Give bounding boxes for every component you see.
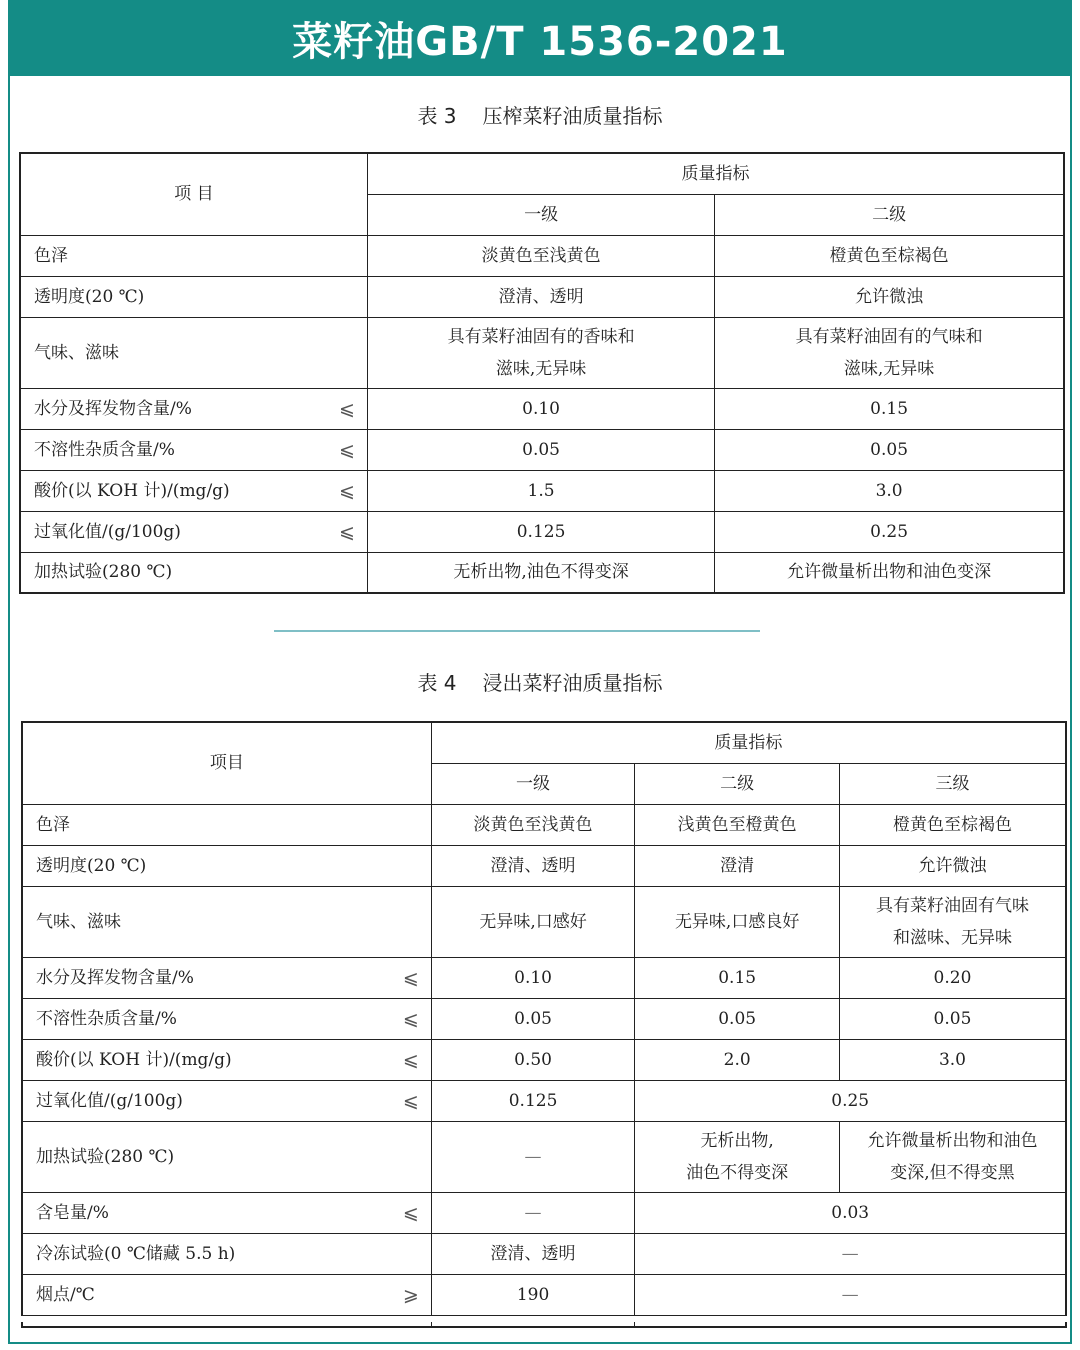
table4-row-label: 酸价(以 KOH 计)/(mg/g) <box>36 1049 232 1070</box>
table3-cell <box>715 317 1064 388</box>
table4-title: 浸出菜籽油质量指标 <box>482 671 663 695</box>
table3-row-label: 气味、滋味 <box>20 317 367 388</box>
table4-cell: 190 <box>431 1274 635 1315</box>
table4-cell: 0.05 <box>431 998 635 1039</box>
table3-cell: 允许微浊 <box>715 276 1064 317</box>
table4-row-label: 冷冻试验(0 ℃储藏 5.5 h) <box>22 1233 431 1274</box>
table3-cell: 1.5 <box>367 470 714 511</box>
table3-cell: 橙黄色至棕褐色 <box>715 235 1064 276</box>
table4-row-label: 水分及挥发物含量/% <box>36 967 194 988</box>
table4-row-label-cell <box>22 1274 431 1315</box>
table4-caption <box>0 667 1080 696</box>
table4-row-label-cell <box>22 1192 431 1233</box>
less-equal-sign: ⩽ <box>339 520 355 543</box>
table4-cell: 0.25 <box>635 1080 1066 1121</box>
table4-cell: 0.15 <box>635 957 840 998</box>
table4-row-label: 过氧化值/(g/100g) <box>36 1090 183 1111</box>
table3-quality-header: 质量指标 <box>367 153 1064 194</box>
less-equal-sign: ⩽ <box>402 1089 419 1112</box>
table4-row-label-cell <box>22 1039 431 1080</box>
table4-row-label: 透明度(20 ℃) <box>22 845 431 886</box>
cell-line: 具有菜籽油固有的气味和 <box>795 326 983 347</box>
table4-cell <box>635 1121 840 1192</box>
table4-row-label-cell <box>22 998 431 1039</box>
table4-cell: 0.50 <box>431 1039 635 1080</box>
table3-row-label: 水分及挥发物含量/% <box>34 398 192 419</box>
cell-line: 滋味,无异味 <box>495 358 587 379</box>
table4-cell: 浅黄色至橙黄色 <box>635 804 840 845</box>
table4-quality-header: 质量指标 <box>431 722 1066 763</box>
table4-cell: 0.10 <box>431 957 635 998</box>
cell-line: 滋味,无异味 <box>843 358 935 379</box>
table3-row-label-cell <box>20 470 367 511</box>
table4-grade-header: 二级 <box>635 763 840 804</box>
less-equal-sign: ⩽ <box>339 397 355 420</box>
table3-row-label-cell <box>20 429 367 470</box>
table3-caption <box>0 100 1080 129</box>
table4-cell: 无异味,口感好 <box>431 886 635 957</box>
table3-cell: 允许微量析出物和油色变深 <box>715 552 1064 593</box>
table4-cell: 澄清 <box>635 845 840 886</box>
table4-cell: — <box>635 1274 1066 1315</box>
table4-grade-header: 一级 <box>431 763 635 804</box>
table3-title: 压榨菜籽油质量指标 <box>482 104 663 128</box>
table4-cell: 橙黄色至棕褐色 <box>839 804 1066 845</box>
table4-cell: 淡黄色至浅黄色 <box>431 804 635 845</box>
table4-row-label: 烟点/℃ <box>36 1284 95 1305</box>
table3-cell: 3.0 <box>715 470 1064 511</box>
table3-row-label: 透明度(20 ℃) <box>20 276 367 317</box>
cell-line: 和滋味、无异味 <box>892 927 1012 948</box>
table4-cell: 澄清、透明 <box>431 1233 635 1274</box>
table4-cell <box>839 886 1066 957</box>
table3-row-label: 酸价(以 KOH 计)/(mg/g) <box>34 480 230 501</box>
table3-cell: 0.15 <box>715 388 1064 429</box>
table3-row-label: 色泽 <box>20 235 367 276</box>
less-equal-sign: ⩽ <box>339 479 355 502</box>
table3-cell: 0.05 <box>367 429 714 470</box>
cell-line: 变深,但不得变黑 <box>890 1162 1015 1183</box>
table3-cell <box>367 317 714 388</box>
cell-line: 具有菜籽油固有气味 <box>875 895 1029 916</box>
table3-row-label: 不溶性杂质含量/% <box>34 439 175 460</box>
less-equal-sign: ⩽ <box>402 966 419 989</box>
table4-cell <box>839 1121 1066 1192</box>
table3-cell: 0.25 <box>715 511 1064 552</box>
table4-item-header: 项目 <box>22 722 431 804</box>
table4-cell: 0.125 <box>431 1080 635 1121</box>
table4-row-label: 色泽 <box>22 804 431 845</box>
table4-cut-mask <box>21 1316 1067 1322</box>
cell-line: 具有菜籽油固有的香味和 <box>447 326 635 347</box>
table4-row-label-cell <box>22 957 431 998</box>
less-equal-sign: ⩽ <box>339 438 355 461</box>
cell-line: 允许微量析出物和油色 <box>867 1130 1038 1151</box>
table3-cell: 淡黄色至浅黄色 <box>367 235 714 276</box>
table3-row-label: 过氧化值/(g/100g) <box>34 521 181 542</box>
table3-cell: 澄清、透明 <box>367 276 714 317</box>
table3-cell: 0.10 <box>367 388 714 429</box>
table4-row-label: 气味、滋味 <box>22 886 431 957</box>
table4-cell: — <box>635 1233 1066 1274</box>
table4-number: 表 4 <box>417 671 457 695</box>
page-title-banner <box>8 0 1072 76</box>
table3-grade-header: 二级 <box>715 194 1064 235</box>
table4-cell: 3.0 <box>839 1039 1066 1080</box>
table4-cell: 0.05 <box>839 998 1066 1039</box>
table3-cell: 无析出物,油色不得变深 <box>367 552 714 593</box>
table4-row-label: 不溶性杂质含量/% <box>36 1008 177 1029</box>
table4-cell: 允许微浊 <box>839 845 1066 886</box>
table4-cell: 0.20 <box>839 957 1066 998</box>
table3-cell: 0.05 <box>715 429 1064 470</box>
table3 <box>19 152 1065 594</box>
table3-row-label-cell <box>20 388 367 429</box>
table3-row-label: 加热试验(280 ℃) <box>20 552 367 593</box>
table4-cell: 0.03 <box>635 1192 1066 1233</box>
table3-grade-header: 一级 <box>367 194 714 235</box>
less-equal-sign: ⩽ <box>402 1048 419 1071</box>
table4-row-label-cell <box>22 1080 431 1121</box>
less-equal-sign: ⩽ <box>402 1007 419 1030</box>
section-divider <box>274 630 760 632</box>
table4 <box>21 721 1067 1328</box>
table4-row-label: 含皂量/% <box>36 1202 109 1223</box>
table3-number: 表 3 <box>417 104 457 128</box>
table4-row-label: 加热试验(280 ℃) <box>22 1121 431 1192</box>
page-title: 菜籽油GB/T 1536-2021 <box>292 18 788 65</box>
cell-line: 无析出物, <box>700 1130 774 1151</box>
cell-line: 油色不得变深 <box>686 1162 789 1183</box>
table4-cell: — <box>431 1192 635 1233</box>
table4-cell: 无异味,口感良好 <box>635 886 840 957</box>
greater-equal-sign: ⩾ <box>402 1283 419 1306</box>
table4-cell: — <box>431 1121 635 1192</box>
table4-cell: 0.05 <box>635 998 840 1039</box>
table4-grade-header: 三级 <box>839 763 1066 804</box>
table4-cell: 2.0 <box>635 1039 840 1080</box>
table3-cell: 0.125 <box>367 511 714 552</box>
table3-item-header: 项 目 <box>20 153 367 235</box>
table4-cell: 澄清、透明 <box>431 845 635 886</box>
table3-row-label-cell <box>20 511 367 552</box>
less-equal-sign: ⩽ <box>402 1201 419 1224</box>
